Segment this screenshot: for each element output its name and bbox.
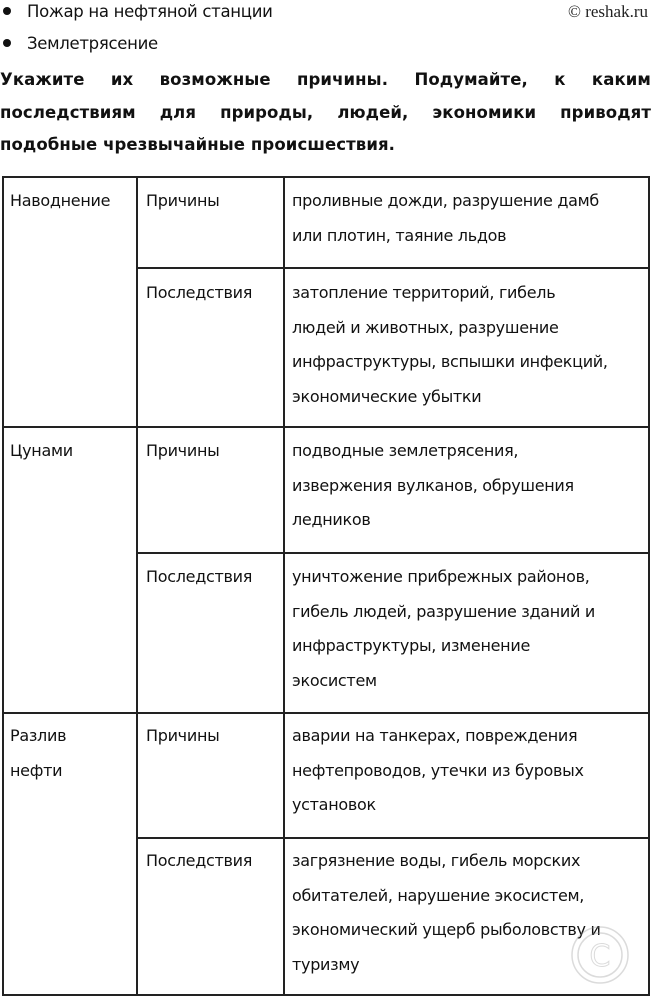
consequences-line: гибель людей, разрушение зданий и <box>292 601 596 621</box>
bullet-item <box>0 32 158 56</box>
consequences-line: обитателей, нарушение экосистем, <box>292 885 585 905</box>
instruction-line: Укажите их возможные причины. Подумайте, к каким <box>0 70 651 89</box>
consequences-line: инфраструктуры, вспышки инфекций, <box>292 352 608 371</box>
consequences-label: Последствия <box>146 283 253 302</box>
causes-label-cell <box>146 434 219 469</box>
causes-line: установок <box>292 795 376 814</box>
bullet-item <box>0 0 273 24</box>
column-divider <box>283 178 285 994</box>
consequences-label: Последствия <box>146 567 253 586</box>
consequences-line: экосистем <box>292 670 377 690</box>
task-instruction <box>0 64 651 162</box>
consequences-line: туризму <box>292 954 360 974</box>
consequences-label-cell <box>146 276 252 311</box>
consequences-label-cell <box>146 844 252 879</box>
causes-line: проливные дожди, разрушение дамб <box>292 191 599 210</box>
causes-cell <box>292 434 574 538</box>
causes-cell <box>292 719 584 823</box>
bullet-icon <box>3 7 11 15</box>
causes-label: Причины <box>146 191 220 210</box>
consequences-line: загрязнение воды, гибель морских <box>292 851 581 870</box>
row-divider <box>4 426 648 428</box>
row-divider <box>136 267 648 269</box>
causes-label: Причины <box>146 726 220 745</box>
causes-line: или плотин, таяние льдов <box>292 225 507 245</box>
bullet-text: Пожар на нефтяной станции <box>27 2 273 21</box>
emergencies-table <box>2 176 650 996</box>
causes-label-cell <box>146 719 219 754</box>
consequences-line: экономические убытки <box>292 386 482 406</box>
instruction-line: последствиям для природы, людей, экономики приводят <box>0 102 651 122</box>
event-name: нефти <box>10 760 63 780</box>
consequences-cell <box>292 844 601 982</box>
consequences-line: уничтожение прибрежных районов, <box>292 567 590 586</box>
consequences-line: затопление территорий, гибель <box>292 283 556 302</box>
consequences-line: людей и животных, разрушение <box>292 317 559 337</box>
consequences-line: инфраструктуры, изменение <box>292 636 530 655</box>
causes-line: ледников <box>292 510 371 529</box>
consequences-cell <box>292 560 595 698</box>
event-name-cell <box>10 184 110 219</box>
event-name: Цунами <box>10 441 73 460</box>
causes-line: аварии на танкерах, повреждения <box>292 726 578 745</box>
row-divider <box>136 837 648 839</box>
row-divider <box>4 712 648 714</box>
causes-label: Причины <box>146 441 220 460</box>
event-name: Наводнение <box>10 191 111 210</box>
causes-line: нефтепроводов, утечки из буровых <box>292 760 584 780</box>
event-name-cell <box>10 434 73 469</box>
causes-label-cell <box>146 184 219 219</box>
event-name-cell <box>10 719 66 788</box>
causes-cell <box>292 184 599 253</box>
consequences-cell <box>292 276 608 414</box>
consequences-line: экономический ущерб рыболовству и <box>292 920 601 939</box>
causes-line: извержения вулканов, обрушения <box>292 475 574 495</box>
consequences-label-cell <box>146 560 252 595</box>
causes-line: подводные землетрясения, <box>292 441 519 460</box>
bullet-icon <box>3 39 11 47</box>
consequences-label: Последствия <box>146 851 253 870</box>
copyright-label: © reshak.ru <box>568 2 648 21</box>
svg-text:C: C <box>589 939 611 974</box>
instruction-line: подобные чрезвычайные происшествия. <box>0 135 396 154</box>
column-divider <box>136 178 138 994</box>
bullet-text: Землетрясение <box>27 34 158 53</box>
event-name: Разлив <box>10 726 67 745</box>
row-divider <box>136 552 648 554</box>
